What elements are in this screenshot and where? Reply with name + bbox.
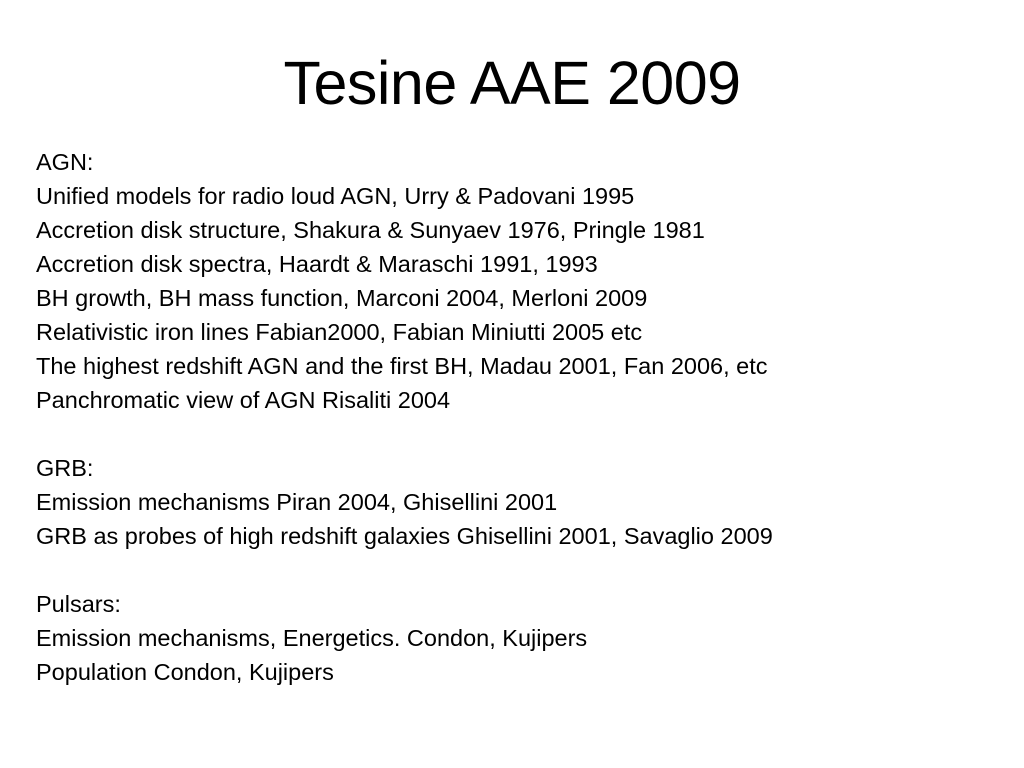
- list-item: Relativistic iron lines Fabian2000, Fabian Miniutti 2005 etc: [36, 319, 643, 345]
- list-item: GRB as probes of high redshift galaxies Ghisellini 2001, Savaglio 2009: [36, 523, 773, 549]
- list-item: Accretion disk spectra, Haardt & Maraschi 1991, 1993: [36, 251, 598, 277]
- list-item: BH growth, BH mass function, Marconi 2004, Merloni 2009: [36, 285, 648, 311]
- list-item: The highest redshift AGN and the first BH, Madau 2001, Fan 2006, etc: [36, 353, 768, 379]
- list-item: Emission mechanisms, Energetics. Condon, Kujipers: [36, 625, 588, 651]
- slide-title: Tesine AAE 2009: [283, 49, 741, 117]
- section-pulsars: [36, 587, 996, 689]
- list-item: Population Condon, Kujipers: [36, 659, 334, 685]
- list-item: Unified models for radio loud AGN, Urry & Padovani 1995: [36, 183, 635, 209]
- section-heading: AGN:: [36, 149, 94, 175]
- slide-body: [36, 145, 996, 723]
- list-item: Emission mechanisms Piran 2004, Ghisellini 2001: [36, 489, 558, 515]
- list-item: Panchromatic view of AGN Risaliti 2004: [36, 387, 451, 413]
- section-heading: GRB:: [36, 455, 94, 481]
- section-grb: [36, 451, 996, 553]
- list-item: Accretion disk structure, Shakura & Sunyaev 1976, Pringle 1981: [36, 217, 705, 243]
- section-heading: Pulsars:: [36, 591, 121, 617]
- section-agn: [36, 145, 996, 417]
